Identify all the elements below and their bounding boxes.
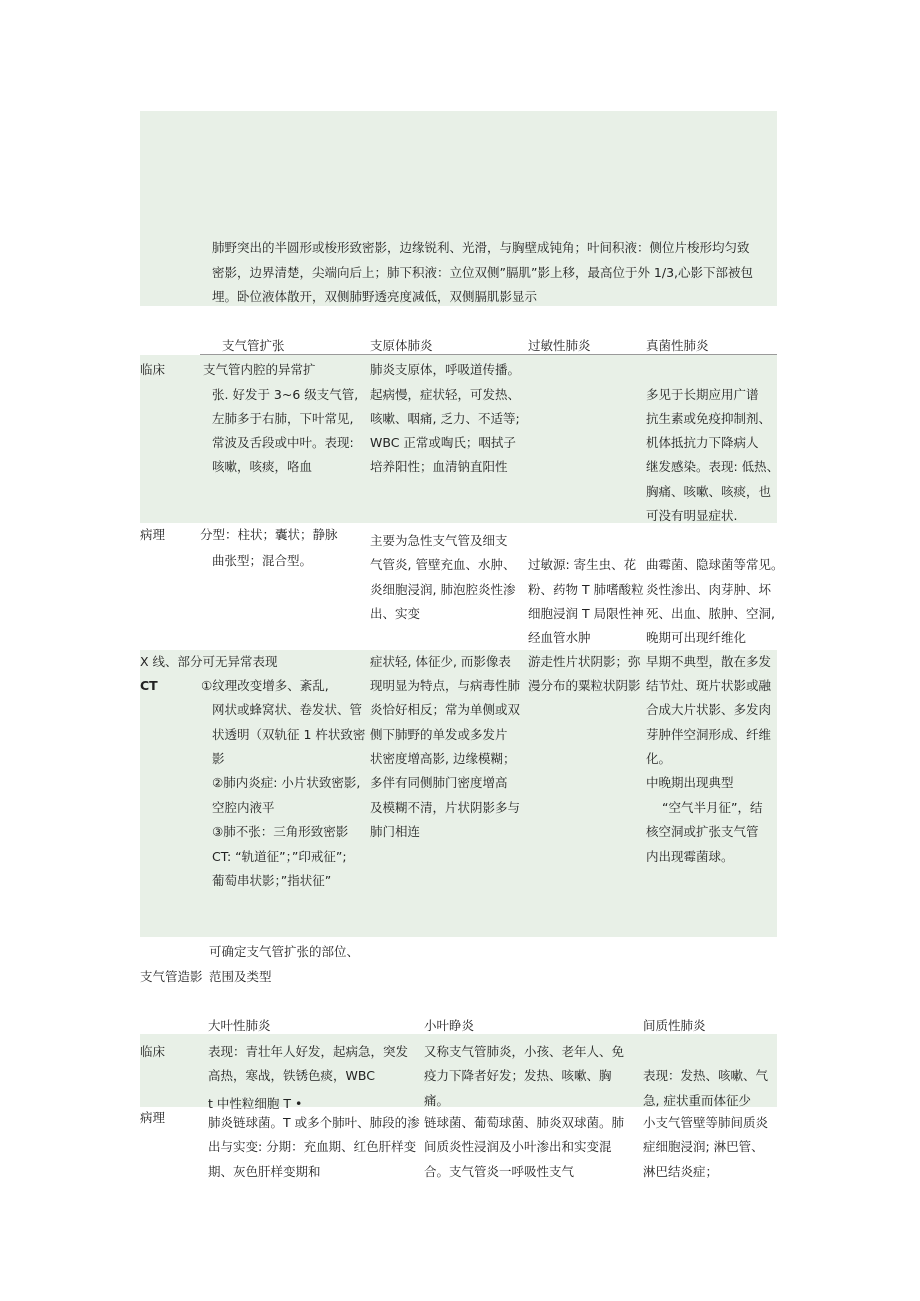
cell-line: 状透明（双轨征 1 杵状致密 xyxy=(212,727,366,742)
cell-line: 炎性渗出、肉芽肿、坏 xyxy=(646,582,772,597)
cell-line: ①纹理改变增多、紊乱, xyxy=(201,678,329,693)
cell-line: “空气半月征”，结 xyxy=(662,800,763,815)
cell-line: 空腔内液平 xyxy=(212,800,275,815)
intro-line: 埋。卧位液体散开，双侧肺野透亮度减低，双侧膈肌影显示 xyxy=(212,289,538,304)
cell-line: 出、实变 xyxy=(370,606,421,621)
cell-line: 合。支气管炎一呼吸性支气 xyxy=(424,1164,575,1179)
table2-row-label-pathology: 病理 xyxy=(140,1110,166,1125)
cell-line: 早期不典型，散在多发 xyxy=(646,654,772,669)
cell-line: CT: “轨道征”；”印戒征”; xyxy=(212,849,347,864)
cell-line: 炎细胞浸润, 肺泡腔炎性渗 xyxy=(370,582,516,597)
cell-line: 高热，寒战，铁锈色痰，WBC xyxy=(208,1068,375,1083)
cell-line: 现明显为特点，与病毒性肺 xyxy=(370,678,521,693)
intro-line: 肺野突出的半圆形或梭形致密影，边缘锐利、光滑，与胸壁成钝角；叶间积液：侧位片梭形均匀致 xyxy=(212,240,750,255)
cell-line: 症状轻, 体征少, 而影像表 xyxy=(370,654,511,669)
cell-line: 肺炎支原体，呼吸道传播。 xyxy=(370,362,521,377)
cell-line: 过敏源: 寄生虫、花 xyxy=(528,557,637,572)
cell-line: 出与实变: 分期：充血期、红色肝样变 xyxy=(208,1139,417,1154)
cell-line: 多伴有同侧肺门密度增高 xyxy=(370,775,508,790)
cell-line: 粉、药物 T 肺嗜酸粒 xyxy=(528,582,644,597)
cell-line: 化。 xyxy=(646,751,672,766)
intro-line: 密影，边界清楚，尖端向后上；肺下积液：立位双侧”膈肌”影上移，最高位于外 1/3,心影下部被包 xyxy=(212,265,754,280)
table2-header-lobular: 小叶睁炎 xyxy=(424,1018,475,1033)
cell-line: WBC 正常或啕氏；咽拭子 xyxy=(370,435,516,450)
cell-line: 细胞浸润 T 局限性神 xyxy=(528,606,644,621)
table1-header-bronchiectasis: 支气管扩张 xyxy=(222,338,285,353)
row-label-pathology: 病理 xyxy=(140,527,166,542)
bronchography-text: 范围及类型 xyxy=(209,969,272,984)
cell-line: 多见于长期应用广谱 xyxy=(646,387,759,402)
cell-line: 抗生素或免疫抑制剂、 xyxy=(646,411,772,426)
row-label-bronchography: 支气管造影 xyxy=(140,969,203,984)
cell-line: 左肺多于右肺，下叶常见, xyxy=(212,411,354,426)
row-label-clinical: 临床 xyxy=(140,362,166,377)
cell-line: 曲张型；混合型。 xyxy=(212,553,313,568)
cell-line: 继发感染。表现: 低热、 xyxy=(646,459,780,474)
cell-line: 机体抵抗力下降病人 xyxy=(646,435,759,450)
cell-line: 又称支气管肺炎，小孩、老年人、免 xyxy=(424,1044,625,1059)
cell-line: 网状或蜂窝状、卷发状、管 xyxy=(212,702,363,717)
cell-line: 游走性片状阴影；弥 xyxy=(528,654,641,669)
cell-line: 主要为急性支气管及细支 xyxy=(370,533,508,548)
cell-line: t 中性粒细胞 T • xyxy=(208,1096,303,1111)
cell-line: 中晚期出现典型 xyxy=(646,775,734,790)
cell-line: 起病慢，症状轻，可发热、 xyxy=(370,387,521,402)
cell-line: 支气管内腔的异常扩 xyxy=(203,362,316,377)
cell-line: 张. 好发于 3~6 级支气管, xyxy=(212,387,359,402)
cell-line: 小支气管壁等肺间质炎 xyxy=(643,1115,769,1130)
table1-header-allergic: 过敏性肺炎 xyxy=(528,338,591,353)
bronchography-line: 可确定支气管扩张的部位、 xyxy=(209,944,360,959)
cell-line: 链球菌、葡萄球菌、肺炎双球菌。肺 xyxy=(424,1115,625,1130)
cell-line: 肺炎链球菌。T 或多个肺叶、肺段的渗 xyxy=(208,1115,420,1130)
cell-line: 内出现霉菌球。 xyxy=(646,849,734,864)
cell-line: 症细胞浸润; 淋巴管、 xyxy=(643,1139,764,1154)
cell-line: 常波及舌段或中叶。表现: xyxy=(212,435,354,450)
cell-line: 分型：柱状；囊状；静脉 xyxy=(200,527,338,542)
cell-line: ③肺不张：三角形致密影 xyxy=(212,824,349,839)
cell-line: 咳嗽，咳痰，咯血 xyxy=(212,459,313,474)
cell-line: 核空洞或扩张支气管 xyxy=(646,824,759,839)
table1-header-fungal: 真菌性肺炎 xyxy=(646,338,709,353)
cell-line: 死、出血、脓肿、空洞, xyxy=(646,606,775,621)
table2-row-label-clinical: 临床 xyxy=(140,1044,166,1059)
cell-line: 可没有明显症状. xyxy=(646,508,738,523)
cell-line: 肺门相连 xyxy=(370,824,421,839)
row-label-xray: X 线、部分可无异常表现 xyxy=(140,654,278,669)
table2-header-lobar: 大叶性肺炎 xyxy=(208,1018,271,1033)
cell-line: 间质炎性浸润及小叶渗出和实变混 xyxy=(424,1139,612,1154)
cell-line: 合成大片状影、多发肉 xyxy=(646,702,772,717)
table1-header-mycoplasma: 支原体肺炎 xyxy=(370,338,433,353)
cell-line: 影 xyxy=(212,751,225,766)
cell-line: 经血管水肿 xyxy=(528,630,591,645)
table1-header-rule xyxy=(200,354,777,355)
cell-line: 痛。 xyxy=(424,1093,450,1108)
cell-line: 结节灶、斑片状影或融 xyxy=(646,678,772,693)
table2-header-interstitial: 间质性肺炎 xyxy=(643,1018,706,1033)
cell-line: 漫分布的粟粒状阴影 xyxy=(528,678,641,693)
cell-line: 及模糊不清，片状阴影多与 xyxy=(370,800,521,815)
cell-line: 咳嗽、咽痛, 乏力、不适等; xyxy=(370,411,520,426)
cell-line: 急, 症状重而体征少 xyxy=(643,1093,751,1108)
cell-line: 疫力下降者好发；发热、咳嗽、胸 xyxy=(424,1068,612,1083)
cell-line: 表现：发热、咳嗽、气 xyxy=(643,1068,769,1083)
cell-line: 气管炎, 管壁充血、水肿、 xyxy=(370,557,516,572)
cell-line: 炎恰好相反；常为单侧或双 xyxy=(370,702,521,717)
cell-line: 胸痛、咳嗽、咳痰，也 xyxy=(646,484,772,499)
cell-line: 侧下肺野的单发或多发片 xyxy=(370,727,508,742)
cell-line: 状密度增高影, 边缘模糊； xyxy=(370,751,516,766)
row-label-ct: CT xyxy=(140,678,158,693)
cell-line: 芽肿伴空洞形成、纤维 xyxy=(646,727,772,742)
cell-line: 晚期可出现纤维化 xyxy=(646,630,747,645)
cell-line: 曲霉菌、隐球菌等常见。 xyxy=(646,557,784,572)
cell-line: 培养阳性；血清钠直阳性 xyxy=(370,459,508,474)
cell-line: 表现：青壮年人好发，起病急，突发 xyxy=(208,1044,409,1059)
cell-line: 葡萄串状影；”指状征” xyxy=(212,873,332,888)
cell-line: 期、灰色肝样变期和 xyxy=(208,1164,321,1179)
cell-line: 淋巴结炎症； xyxy=(643,1164,719,1179)
cell-line: ②肺内炎症: 小片状致密影, xyxy=(212,775,361,790)
